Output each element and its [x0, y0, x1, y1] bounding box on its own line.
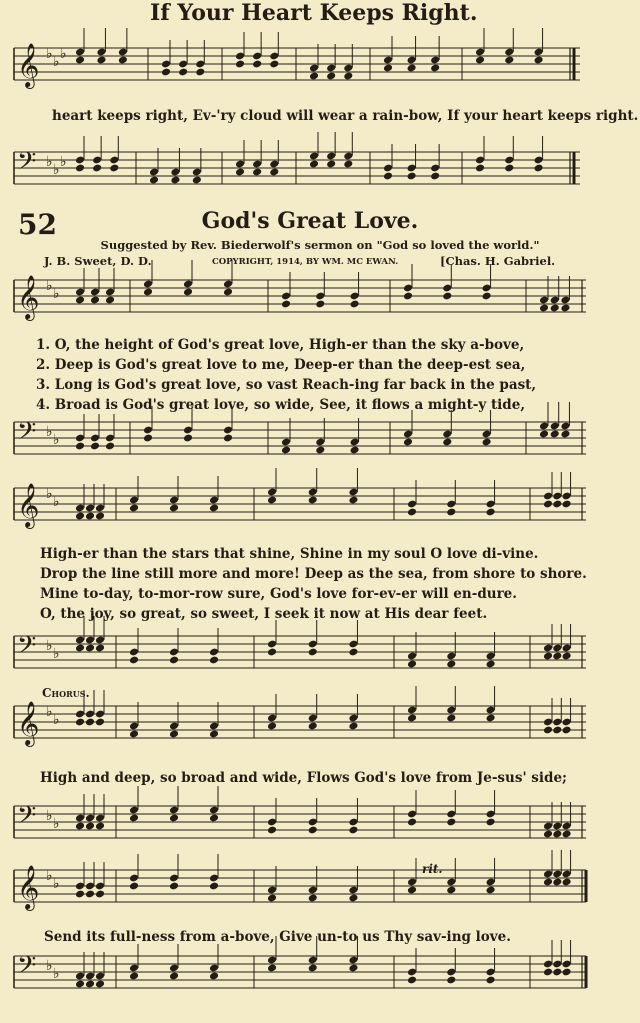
notehead [486, 508, 496, 517]
notehead [550, 304, 560, 313]
verse-3-line-2: Mine to-day, to-mor-row sure, God's love for-ev-er will en-dure. [40, 586, 517, 602]
notehead [269, 168, 279, 177]
notehead [209, 656, 219, 665]
verse-4-line-2: O, the joy, so great, so sweet, I seek it now at His dear feet. [40, 606, 488, 622]
flat-icon: ♭ [60, 46, 67, 62]
flat-icon: ♭ [53, 54, 60, 70]
notehead [267, 964, 277, 973]
notehead [169, 656, 179, 665]
notehead [143, 434, 153, 443]
notehead [92, 164, 102, 173]
notehead [161, 68, 171, 77]
notehead [562, 652, 572, 661]
bass-clef-icon: 𝄢 [17, 951, 37, 986]
verse-1-line-2: High-er than the stars that shine, Shine in my soul O love di-vine. [40, 546, 539, 562]
notehead [129, 882, 139, 891]
music-author: [Chas. H. Gabriel. [440, 254, 556, 268]
flat-icon: ♭ [53, 162, 60, 178]
flat-icon: ♭ [53, 966, 60, 982]
notehead [209, 730, 219, 739]
notehead [560, 304, 570, 313]
flat-icon: ♭ [46, 868, 53, 884]
chorus-line-2: Send its full-ness from a-bove, Give un-to us Thy sav-ing love. [44, 929, 511, 945]
notehead [129, 814, 139, 823]
notehead [543, 726, 553, 735]
notehead [562, 500, 572, 509]
copyright-notice: COPYRIGHT, 1914, BY WM. MC EWAN. [212, 257, 399, 267]
verse-2-line-1: 2. Deep is God's great love to me, Deep-er than the deep-est sea, [36, 357, 526, 373]
flat-icon: ♭ [46, 424, 53, 440]
notehead [75, 644, 85, 653]
notehead [315, 446, 325, 455]
hymn-title: God's Great Love. [201, 208, 419, 234]
notehead [407, 508, 417, 517]
notehead [308, 722, 318, 731]
notehead [482, 438, 492, 447]
flat-icon: ♭ [46, 278, 53, 294]
notehead [504, 56, 514, 65]
notehead [183, 288, 193, 297]
notehead [269, 60, 279, 69]
notehead [267, 722, 277, 731]
flat-icon: ♭ [46, 154, 53, 170]
notehead [446, 660, 456, 669]
notehead [308, 894, 318, 903]
notehead [552, 500, 562, 509]
notehead [129, 504, 139, 513]
notehead [252, 168, 262, 177]
notehead [348, 894, 358, 903]
notehead [75, 718, 85, 727]
notehead [209, 504, 219, 513]
notehead [543, 968, 553, 977]
notehead [105, 296, 115, 305]
notehead [407, 976, 417, 985]
notehead [552, 968, 562, 977]
notehead [562, 726, 572, 735]
notehead [446, 886, 456, 895]
notehead [169, 814, 179, 823]
notehead [562, 878, 572, 887]
flat-icon: ♭ [46, 704, 53, 720]
chorus-line-1: High and deep, so broad and wide, Flows God's love from Je-sus' side; [40, 770, 568, 786]
notehead [169, 504, 179, 513]
notehead [348, 496, 358, 505]
notehead [85, 512, 95, 521]
notehead [95, 512, 105, 521]
hymn-suggestion: Suggested by Rev. Biederwolf's sermon on "God so loved the world." [100, 238, 540, 252]
notehead [183, 434, 193, 443]
flat-icon: ♭ [53, 286, 60, 302]
notehead [75, 890, 85, 899]
notehead [129, 730, 139, 739]
notehead [309, 160, 319, 169]
flat-icon: ♭ [60, 154, 67, 170]
notehead [315, 300, 325, 309]
notehead [543, 830, 553, 839]
notehead [486, 714, 496, 723]
chorus-label: Chorus. [42, 686, 90, 700]
notehead [209, 972, 219, 981]
notehead [169, 730, 179, 739]
notehead [308, 648, 318, 657]
notehead [178, 68, 188, 77]
notehead [85, 718, 95, 727]
notehead [348, 826, 358, 835]
notehead [169, 972, 179, 981]
notehead [348, 648, 358, 657]
notehead [170, 176, 180, 185]
notehead [75, 980, 85, 989]
notehead [543, 500, 553, 509]
flat-icon: ♭ [53, 712, 60, 728]
notehead [95, 822, 105, 831]
notehead [552, 652, 562, 661]
notehead [149, 176, 159, 185]
notehead [267, 496, 277, 505]
notehead [446, 508, 456, 517]
notehead [85, 890, 95, 899]
notehead [534, 56, 544, 65]
notehead [118, 56, 128, 65]
notehead [281, 446, 291, 455]
notehead [308, 496, 318, 505]
flat-icon: ♭ [53, 876, 60, 892]
notehead [90, 296, 100, 305]
flat-icon: ♭ [53, 432, 60, 448]
notehead [95, 644, 105, 653]
notehead [96, 56, 106, 65]
notehead [75, 442, 85, 451]
notehead [407, 714, 417, 723]
notehead [383, 64, 393, 73]
notehead [326, 160, 336, 169]
notehead [562, 830, 572, 839]
notehead [482, 292, 492, 301]
notehead [169, 882, 179, 891]
flat-icon: ♭ [53, 494, 60, 510]
notehead [209, 882, 219, 891]
notehead [252, 60, 262, 69]
notehead [326, 72, 336, 81]
notehead [442, 292, 452, 301]
hymn-number: 52 [18, 208, 57, 241]
notehead [85, 980, 95, 989]
notehead [308, 826, 318, 835]
bass-clef-icon: 𝄢 [17, 631, 37, 666]
flat-icon: ♭ [46, 486, 53, 502]
treble-clef-icon: 𝄞 [17, 701, 40, 745]
treble-clef-icon: 𝄞 [17, 483, 40, 527]
words-author: J. B. Sweet, D. D. [44, 254, 152, 268]
notehead [129, 656, 139, 665]
notehead [343, 160, 353, 169]
notehead [486, 660, 496, 669]
notehead [407, 64, 417, 73]
notehead [350, 300, 360, 309]
notehead [407, 172, 417, 181]
notehead [552, 726, 562, 735]
verse-1-line-1: 1. O, the height of God's great love, High-er than the sky a-bove, [36, 337, 525, 353]
bass-clef-icon: 𝄢 [17, 801, 37, 836]
flat-icon: ♭ [46, 46, 53, 62]
notehead [446, 714, 456, 723]
notehead [504, 164, 514, 173]
notehead [75, 296, 85, 305]
notehead [75, 56, 85, 65]
notehead [552, 830, 562, 839]
notehead [267, 648, 277, 657]
notehead [75, 512, 85, 521]
notehead [350, 446, 360, 455]
notehead [560, 430, 570, 439]
notehead [446, 818, 456, 827]
notehead [442, 438, 452, 447]
notehead [105, 442, 115, 451]
notehead [552, 878, 562, 887]
notehead [281, 300, 291, 309]
bass-clef-icon: 𝄢 [17, 417, 37, 452]
notehead [235, 60, 245, 69]
notehead [267, 894, 277, 903]
notehead [75, 822, 85, 831]
notehead [403, 438, 413, 447]
flat-icon: ♭ [53, 816, 60, 832]
notehead [267, 826, 277, 835]
notehead [475, 56, 485, 65]
notehead [550, 430, 560, 439]
notehead [129, 972, 139, 981]
notehead [309, 72, 319, 81]
treble-clef-icon: 𝄞 [17, 275, 40, 319]
verse-4-line-1: 4. Broad is God's great love, so wide, See, it flows a might-y tide, [36, 397, 526, 413]
notehead [430, 172, 440, 181]
notehead [407, 886, 417, 895]
notehead [308, 964, 318, 973]
treble-clef-icon: 𝄞 [17, 865, 40, 909]
notehead [209, 814, 219, 823]
verse-2-line-2: Drop the line still more and more! Deep as the sea, from shore to shore. [40, 566, 587, 582]
bass-clef-icon: 𝄢 [17, 147, 37, 182]
notehead [75, 164, 85, 173]
notehead [486, 818, 496, 827]
notehead [85, 822, 95, 831]
notehead [192, 176, 202, 185]
ritardando-mark: rit. [422, 862, 443, 876]
notehead [383, 172, 393, 181]
notehead [407, 660, 417, 669]
notehead [486, 886, 496, 895]
verse-3-line-1: 3. Long is God's great love, so vast Reach-ing far back in the past, [36, 377, 537, 393]
notehead [543, 652, 553, 661]
notehead [430, 64, 440, 73]
top-hymn-lyric: heart keeps right, Ev-'ry cloud will wear a rain-bow, If your heart keeps right. [52, 108, 639, 124]
flat-icon: ♭ [46, 958, 53, 974]
treble-clef-icon: 𝄞 [17, 43, 40, 87]
notehead [403, 292, 413, 301]
flat-icon: ♭ [46, 808, 53, 824]
flat-icon: ♭ [53, 646, 60, 662]
notehead [539, 304, 549, 313]
flat-icon: ♭ [46, 638, 53, 654]
top-hymn-title: If Your Heart Keeps Right. [150, 0, 478, 26]
notehead [109, 164, 119, 173]
notehead [539, 430, 549, 439]
notehead [348, 964, 358, 973]
notehead [90, 442, 100, 451]
notehead [235, 168, 245, 177]
notehead [95, 890, 105, 899]
notehead [562, 968, 572, 977]
notehead [534, 164, 544, 173]
notehead [143, 288, 153, 297]
notehead [407, 818, 417, 827]
notehead [95, 980, 105, 989]
notehead [446, 976, 456, 985]
notehead [475, 164, 485, 173]
notehead [195, 68, 205, 77]
notehead [85, 644, 95, 653]
notehead [486, 976, 496, 985]
notehead [95, 718, 105, 727]
notehead [543, 878, 553, 887]
notehead [223, 434, 233, 443]
notehead [223, 288, 233, 297]
notehead [348, 722, 358, 731]
notehead [343, 72, 353, 81]
